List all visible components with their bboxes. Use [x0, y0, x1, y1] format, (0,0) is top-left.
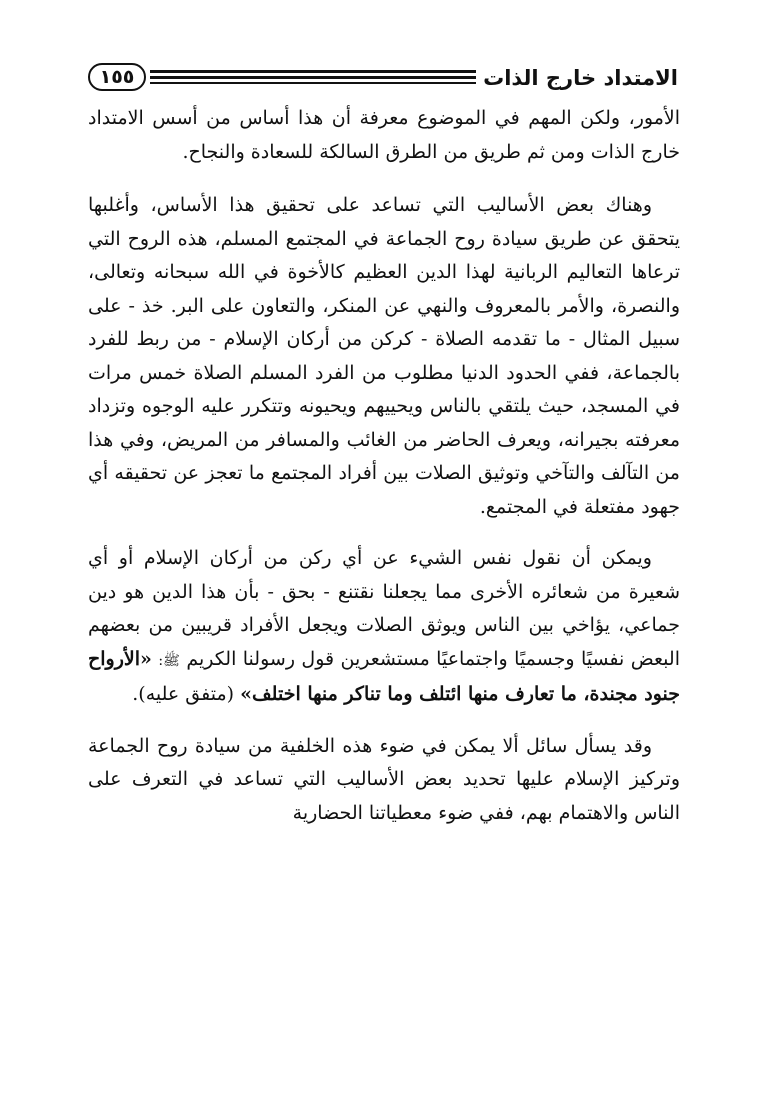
hadith-quote: «الأرواح جنود مجندة، ما تعارف منها ائتلف وما تناكر منها اختلف» [88, 647, 680, 705]
header-rule-line [150, 70, 476, 73]
salawat-symbol: ﷺ: [158, 652, 180, 669]
paragraph: وهناك بعض الأساليب التي تساعد على تحقيق هذا الأساس، وأغلبها يتحقق عن طريق سيادة روح الجماعة في المجتمع المسلم، هذه الروح التي ترعاها التعاليم الربانية لهذا الدين العظيم كالأخوة في الله سبحانه وتعالى، والنصرة، والأمر بالمعروف والنهي عن المنكر، والتعاون على البر. خذ - على سبيل المثال - ما تقدمه الصلاة - كركن من أركان الإسلام - من ربط للفرد بالجماعة، ففي الحدود الدنيا مطلوب من الفرد المسلم الصلاة خمس مرات في المسجد، حيث يلتقي بالناس ويحييهم ويحيونه وتتكرر عليه الوجوه وتزداد معرفته بجيرانه، ويعرف الحاضر من الغائب والمسافر من المريض، وفي هذا من التآلف والتآخي وتوثيق الصلات بين أفراد المجتمع ما تعجز عن تحقيقه أي جهود مفتعلة في المجتمع. [88, 194, 680, 518]
page-header [88, 62, 678, 98]
running-title: الامتداد خارج الذات [483, 66, 678, 90]
page-number: ١٥٥ [88, 63, 146, 91]
header-rule-line [150, 82, 476, 84]
paragraph: وقد يسأل سائل ألا يمكن في ضوء هذه الخلفية من سيادة روح الجماعة وتركيز الإسلام عليها تحديد بعض الأساليب التي تساعد في التعرف على الناس والاهتمام بهم، ففي ضوء معطياتنا الحضارية [88, 734, 680, 824]
paragraph [88, 542, 680, 712]
paragraph: الأمور، ولكن المهم في الموضوع معرفة أن هذا أساس من أسس الامتداد خارج الذات ومن ثم طريق من الطرق السالكة للسعادة والنجاح. [88, 107, 680, 163]
body-text [88, 102, 680, 848]
header-rule-line [150, 76, 476, 79]
paragraph-text: ويمكن أن نقول نفس الشيء عن أي ركن من أركان الإسلام أو أي شعيرة من شعائره الأخرى مما يجعلنا نقتنع - بحق - بأن هذا الدين هو دين جماعي، يؤاخي بين الناس ويوثق الصلات ويجعل الأفراد قريبين من بعضهم البعض نفسيًا وجسميًا واجتماعيًا مستشعرين قول رسولنا الكريم [88, 547, 680, 670]
hadith-source: (متفق عليه). [132, 683, 235, 705]
header-rule [150, 70, 476, 86]
